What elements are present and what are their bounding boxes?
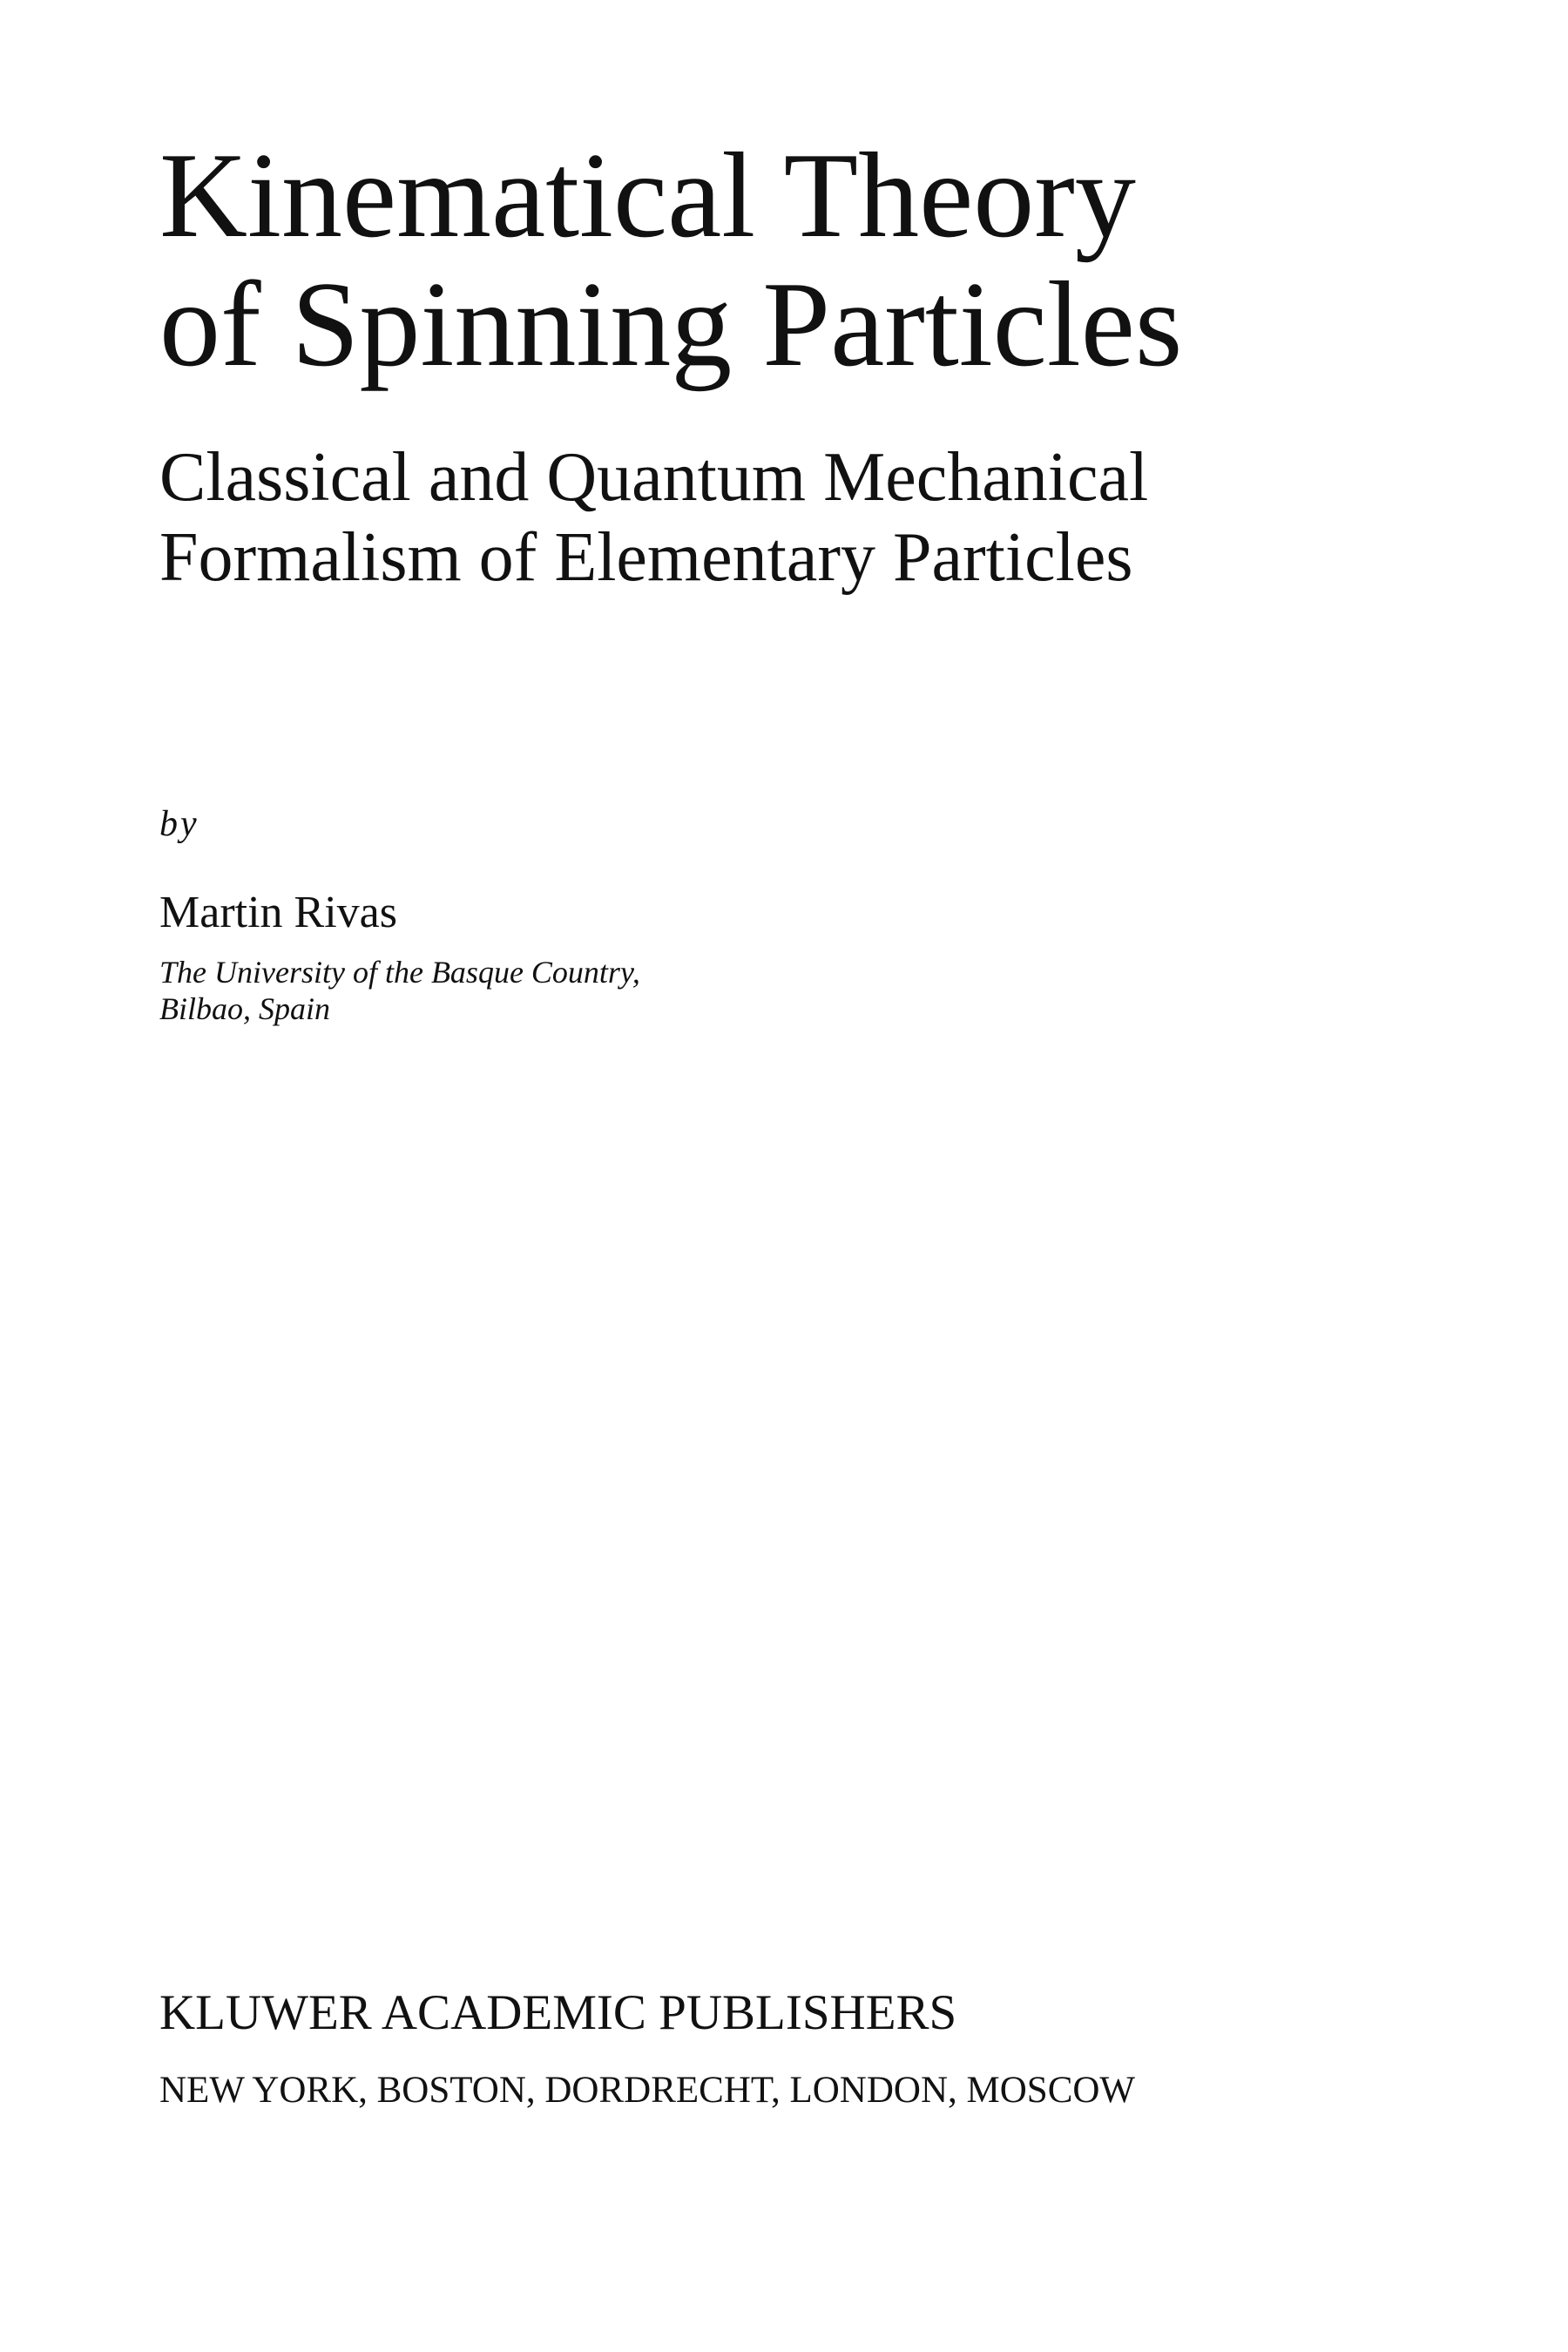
book-subtitle-line-1: Classical and Quantum Mechanical [159, 439, 1149, 516]
book-title-line-2: of Spinning Particles [159, 257, 1183, 392]
byline: by [159, 804, 199, 844]
book-subtitle-line-2: Formalism of Elementary Particles [159, 519, 1133, 596]
publisher-name: KLUWER ACADEMIC PUBLISHERS [159, 1985, 957, 2040]
author-affiliation-line-2: Bilbao, Spain [159, 991, 330, 1026]
author-name: Martin Rivas [159, 888, 397, 937]
author-affiliation-line-1: The University of the Basque Country, [159, 955, 640, 990]
book-title-line-1: Kinematical Theory [159, 128, 1136, 263]
publisher-cities: NEW YORK, BOSTON, DORDRECHT, LONDON, MOSCOW [159, 2070, 1136, 2111]
